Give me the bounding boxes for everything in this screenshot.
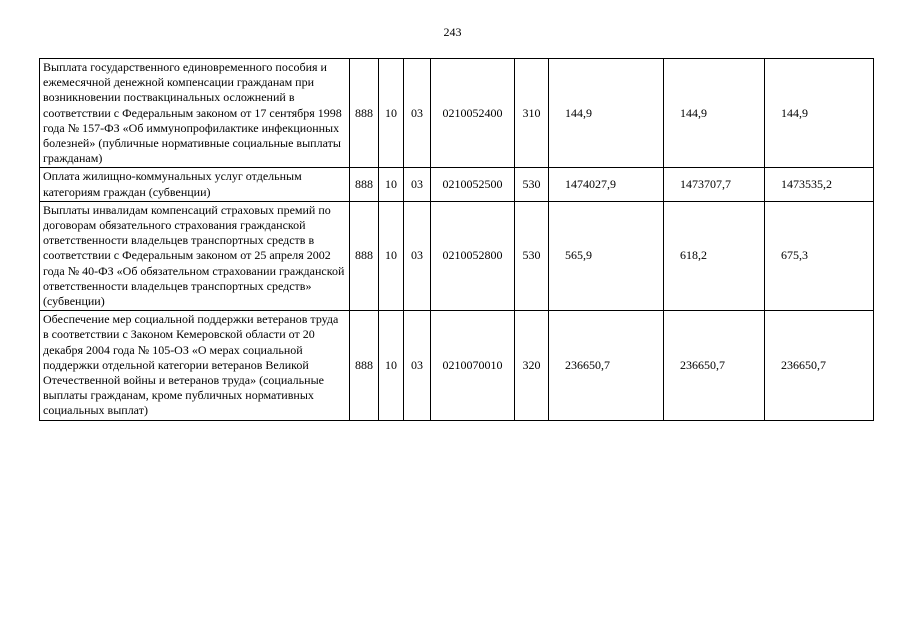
row-description: Обеспечение мер социальной поддержки ветеранов труда в соответствии с Законом Кемеровской области от 20 декабря 2004 года № 105-ОЗ «О мерах социальной поддержки отдельной категории ветеранов Великой Отечественной войны и ветеранов труда» (социальные выплаты гражданам, кроме публичных нормативных социальных выплат) [40, 311, 350, 420]
subsection-code: 03 [404, 168, 431, 201]
amount-year-3: 1473535,2 [765, 168, 874, 201]
section-code: 10 [379, 59, 404, 168]
subsection-code: 03 [404, 201, 431, 310]
section-code: 10 [379, 311, 404, 420]
amount-year-3: 144,9 [765, 59, 874, 168]
amount-year-2: 236650,7 [664, 311, 765, 420]
expense-type-code: 320 [515, 311, 549, 420]
ministry-code: 888 [350, 59, 379, 168]
target-item-code: 0210052800 [431, 201, 515, 310]
expense-type-code: 310 [515, 59, 549, 168]
amount-year-2: 144,9 [664, 59, 765, 168]
table-row [40, 59, 874, 168]
amount-year-3: 236650,7 [765, 311, 874, 420]
subsection-code: 03 [404, 311, 431, 420]
amount-year-1: 1474027,9 [549, 168, 664, 201]
ministry-code: 888 [350, 201, 379, 310]
amount-year-2: 1473707,7 [664, 168, 765, 201]
ministry-code: 888 [350, 168, 379, 201]
amount-year-1: 144,9 [549, 59, 664, 168]
amount-year-3: 675,3 [765, 201, 874, 310]
page-number: 243 [443, 25, 462, 39]
row-description: Оплата жилищно-коммунальных услуг отдельным категориям граждан (субвенции) [40, 168, 350, 201]
table-row [40, 168, 874, 201]
section-code: 10 [379, 168, 404, 201]
table-row [40, 201, 874, 310]
expense-type-code: 530 [515, 201, 549, 310]
target-item-code: 0210052400 [431, 59, 515, 168]
ministry-code: 888 [350, 311, 379, 420]
amount-year-2: 618,2 [664, 201, 765, 310]
amount-year-1: 565,9 [549, 201, 664, 310]
table-row [40, 311, 874, 420]
expense-type-code: 530 [515, 168, 549, 201]
row-description: Выплаты инвалидам компенсаций страховых премий по договорам обязательного страхования гражданской ответственности владельцев транспортных средств в соответствии с Федеральным законом от 25 апреля 2002 года № 40-ФЗ «Об обязательном страховании гражданской ответственности владельцев транспортных средств» (субвенции) [40, 201, 350, 310]
target-item-code: 0210052500 [431, 168, 515, 201]
target-item-code: 0210070010 [431, 311, 515, 420]
section-code: 10 [379, 201, 404, 310]
budget-table [39, 58, 874, 421]
subsection-code: 03 [404, 59, 431, 168]
amount-year-1: 236650,7 [549, 311, 664, 420]
row-description: Выплата государственного единовременного пособия и ежемесячной денежной компенсации гражданам при возникновении поствакцинальных осложнений в соответствии с Федеральным законом от 17 сентября 1998 года № 157-ФЗ «Об иммунопрофилактике инфекционных болезней» (публичные нормативные социальные выплаты гражданам) [40, 59, 350, 168]
